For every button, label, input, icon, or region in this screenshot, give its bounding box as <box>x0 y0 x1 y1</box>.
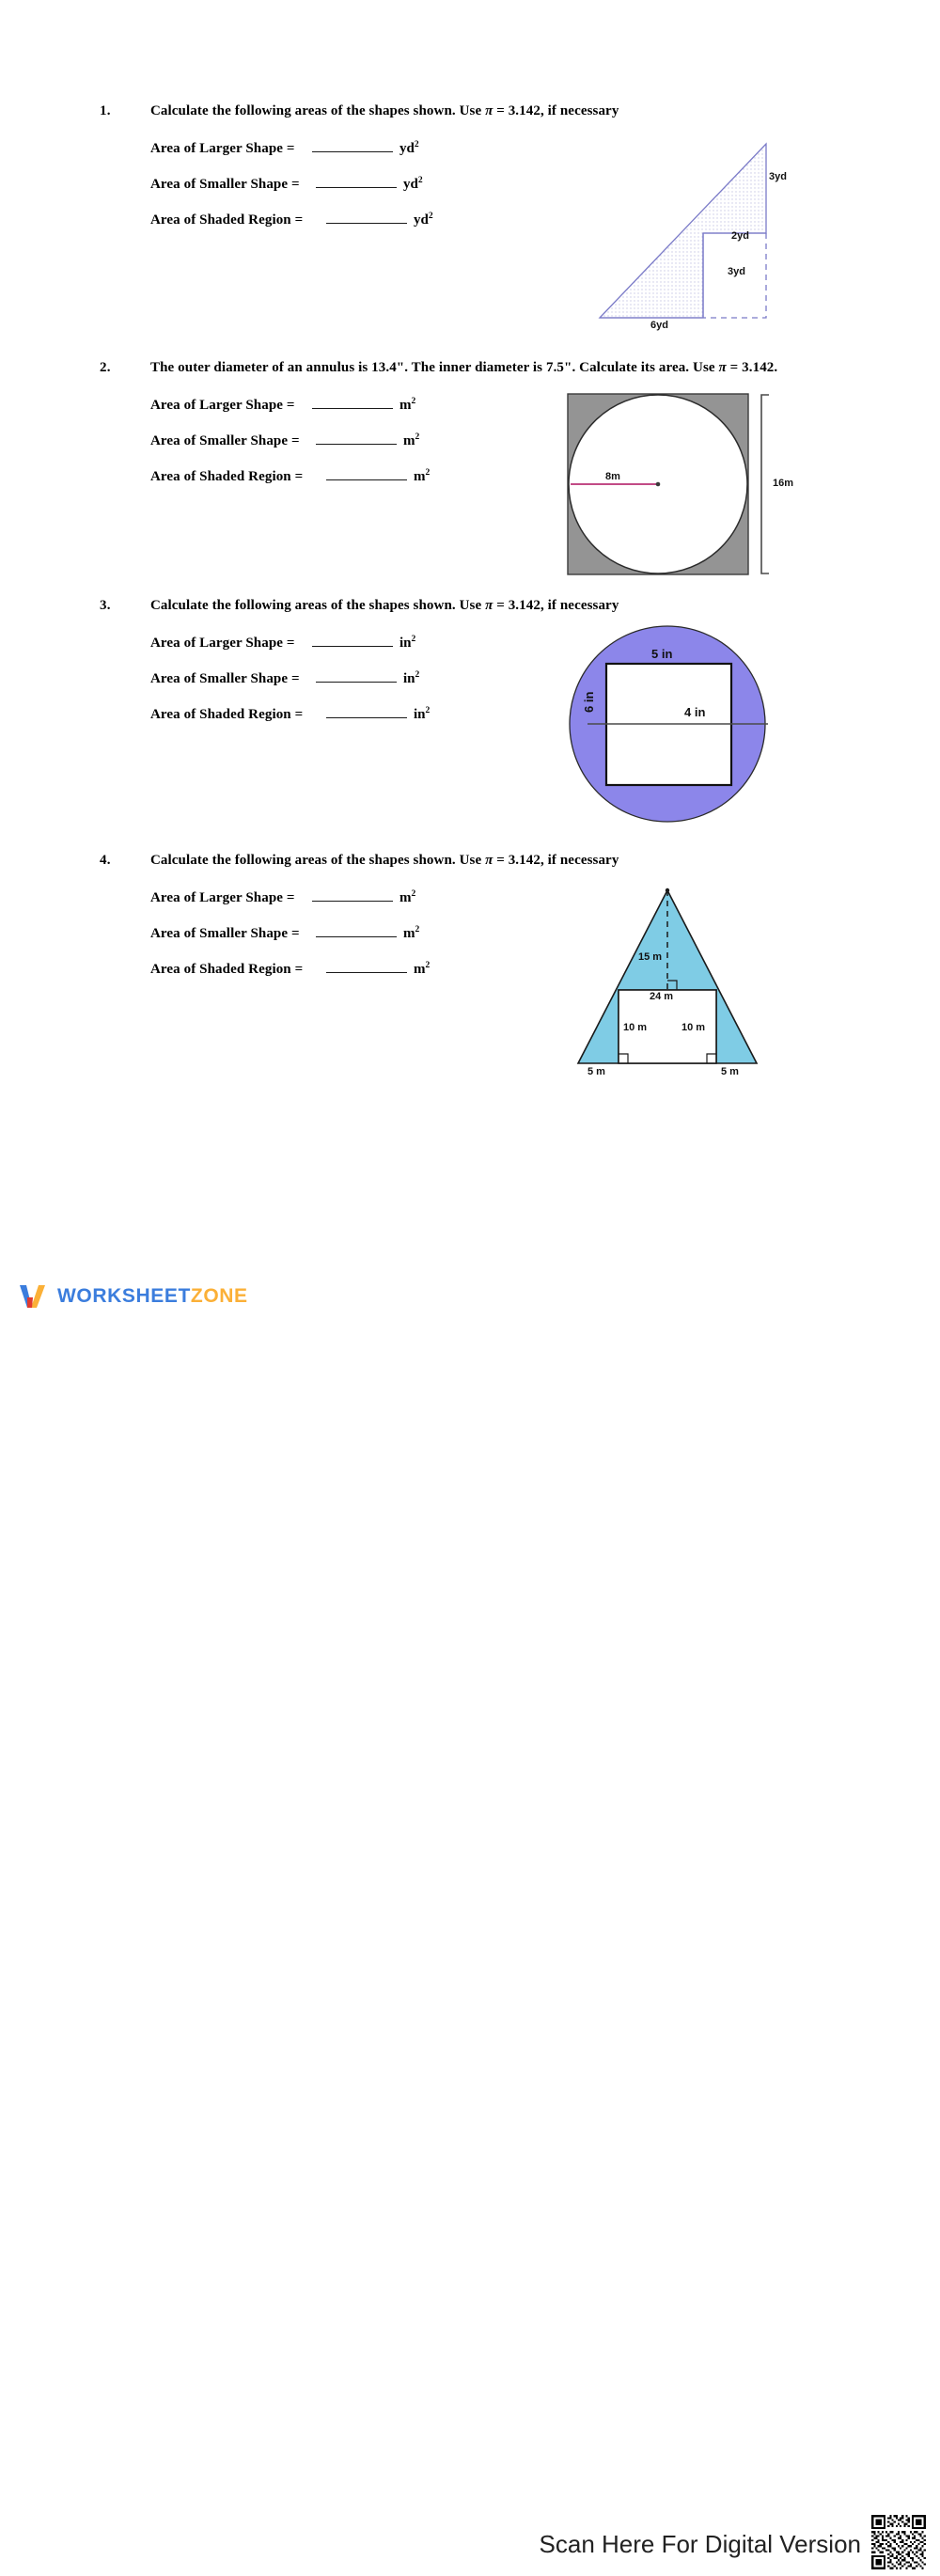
answer-row-larger <box>150 396 430 432</box>
answer-row-larger <box>150 888 430 924</box>
unit-text: yd <box>400 141 415 156</box>
answer-blank-shaded[interactable] <box>326 467 407 480</box>
answer-label-smaller: Area of Smaller Shape = <box>150 671 300 686</box>
unit-text: m <box>400 398 412 413</box>
answer-label-larger: Area of Larger Shape = <box>150 890 295 905</box>
problem-4-answers <box>150 888 430 996</box>
label-rect-left: 10 m <box>623 1022 648 1033</box>
answer-unit-smaller <box>403 177 423 193</box>
unit-text: yd <box>414 212 429 228</box>
problem-1-prompt <box>150 103 619 119</box>
problem-3-number: 3. <box>100 598 111 613</box>
dimension-bracket <box>761 395 769 573</box>
unit-exponent: 2 <box>414 140 419 149</box>
answer-unit-shaded <box>414 962 430 978</box>
figure-triangle-notch <box>592 127 808 338</box>
figure-square-circle <box>564 390 799 583</box>
logo-wordmark <box>57 1285 248 1308</box>
pi-symbol: π <box>485 853 494 868</box>
unit-exponent: 2 <box>425 468 431 478</box>
answer-label-shaded: Area of Shaded Region = <box>150 962 304 977</box>
answer-row-smaller <box>150 924 430 960</box>
problem-4-prompt-part2: = 3.142, if necessary <box>493 853 619 868</box>
unit-exponent: 2 <box>425 706 431 715</box>
answer-blank-smaller[interactable] <box>316 924 397 937</box>
pi-symbol: π <box>485 598 494 613</box>
label-radius: 4 in <box>684 705 706 719</box>
answer-label-larger: Area of Larger Shape = <box>150 398 295 413</box>
unit-exponent: 2 <box>425 961 431 970</box>
answer-row-shaded <box>150 211 433 246</box>
unit-text: in <box>400 636 412 651</box>
answer-blank-larger[interactable] <box>312 888 393 902</box>
unit-exponent: 2 <box>415 670 420 680</box>
label-notch-top: 2yd <box>731 230 749 242</box>
logo-stroke-orange <box>31 1285 45 1308</box>
qr-code-svg <box>870 2513 928 2571</box>
unit-exponent: 2 <box>411 397 416 406</box>
answer-unit-shaded <box>414 212 433 228</box>
label-rect-right: 10 m <box>682 1022 706 1033</box>
label-rect-top: 24 m <box>650 991 674 1002</box>
unit-text: in <box>414 707 426 722</box>
unit-text: m <box>400 890 412 905</box>
answer-unit-larger <box>400 890 415 906</box>
unit-exponent: 2 <box>411 635 416 644</box>
answer-unit-larger <box>400 398 415 414</box>
answer-blank-smaller[interactable] <box>316 669 397 683</box>
problem-1-prompt-part2: = 3.142, if necessary <box>493 103 619 118</box>
problem-3-prompt-part1: Calculate the following areas of the shapes shown. Use <box>150 598 486 613</box>
answer-row-smaller <box>150 669 430 705</box>
label-base-left: 5 m <box>588 1066 605 1077</box>
label-base-right: 5 m <box>721 1066 739 1077</box>
answer-label-smaller: Area of Smaller Shape = <box>150 433 300 448</box>
problem-4-number: 4. <box>100 853 111 868</box>
logo-w-icon <box>17 1280 49 1312</box>
logo-w-svg <box>17 1280 49 1312</box>
label-right-side: 3yd <box>769 171 787 182</box>
unit-text: m <box>403 433 415 448</box>
logo-stroke-red <box>27 1297 33 1308</box>
figure-1-svg <box>592 127 808 338</box>
answer-blank-shaded[interactable] <box>326 211 407 224</box>
figure-3-svg <box>569 619 794 835</box>
answer-unit-smaller <box>403 433 419 449</box>
answer-row-shaded <box>150 705 430 741</box>
answer-unit-smaller <box>403 671 419 687</box>
unit-text: m <box>403 926 415 941</box>
logo-word-worksheet: WORKSHEET <box>57 1285 191 1307</box>
unit-exponent: 2 <box>428 212 433 221</box>
figure-4-svg <box>559 879 780 1086</box>
problem-4-prompt-part1: Calculate the following areas of the shapes shown. Use <box>150 853 486 868</box>
unit-text: m <box>414 469 426 484</box>
problem-1-answers <box>150 139 433 246</box>
problem-2-prompt <box>150 360 777 376</box>
answer-label-larger: Area of Larger Shape = <box>150 636 295 651</box>
unit-text: yd <box>403 177 418 192</box>
label-side: 16m <box>773 478 794 489</box>
answer-row-shaded <box>150 960 430 996</box>
page-footer <box>0 1250 940 2558</box>
unit-text: m <box>414 962 426 977</box>
answer-row-larger <box>150 634 430 669</box>
problem-2-number: 2. <box>100 360 111 375</box>
answer-blank-larger[interactable] <box>312 634 393 647</box>
answer-blank-smaller[interactable] <box>316 432 397 445</box>
figure-circle-rect <box>569 619 794 835</box>
figure-triangle-rect <box>559 879 780 1086</box>
answer-unit-larger <box>400 141 419 157</box>
answer-row-larger <box>150 139 433 175</box>
logo-word-zone: ZONE <box>190 1285 248 1307</box>
answer-unit-larger <box>400 636 415 652</box>
answer-row-shaded <box>150 467 430 503</box>
label-top-side: 5 in <box>651 647 673 661</box>
circle-center-dot <box>656 482 661 487</box>
unit-exponent: 2 <box>417 176 423 185</box>
answer-unit-shaded <box>414 469 430 485</box>
answer-blank-smaller[interactable] <box>316 175 397 188</box>
problem-3-answers <box>150 634 430 741</box>
answer-label-smaller: Area of Smaller Shape = <box>150 926 300 941</box>
answer-unit-shaded <box>414 707 430 723</box>
answer-label-larger: Area of Larger Shape = <box>150 141 295 156</box>
problem-4-prompt <box>150 853 619 869</box>
answer-unit-smaller <box>403 926 419 942</box>
problem-1-prompt-part1: Calculate the following areas of the shapes shown. Use <box>150 103 486 118</box>
pi-symbol: π <box>718 360 727 375</box>
unit-exponent: 2 <box>415 925 420 935</box>
problem-3-prompt <box>150 598 619 614</box>
answer-blank-shaded[interactable] <box>326 960 407 973</box>
unit-text: in <box>403 671 415 686</box>
qr-code[interactable] <box>870 2513 928 2571</box>
answer-row-smaller <box>150 175 433 211</box>
pi-symbol: π <box>485 103 494 118</box>
unit-exponent: 2 <box>415 432 420 442</box>
problem-3-prompt-part2: = 3.142, if necessary <box>493 598 619 613</box>
label-notch-side: 3yd <box>728 266 745 277</box>
answer-label-smaller: Area of Smaller Shape = <box>150 177 300 192</box>
problem-2-prompt-part2: = 3.142. <box>726 360 778 375</box>
answer-blank-larger[interactable] <box>312 139 393 152</box>
problem-2-answers <box>150 396 430 503</box>
problem-1-number: 1. <box>100 103 111 118</box>
problem-2-prompt-part1: The outer diameter of an annulus is 13.4". The inner diameter is 7.5". Calculate its area. Use <box>150 360 719 375</box>
scan-prompt-text: Scan Here For Digital Version <box>539 2530 861 2558</box>
apex-dot <box>666 888 669 892</box>
unit-exponent: 2 <box>411 889 416 899</box>
answer-label-shaded: Area of Shaded Region = <box>150 707 304 722</box>
answer-row-smaller <box>150 432 430 467</box>
answer-blank-shaded[interactable] <box>326 705 407 718</box>
answer-blank-larger[interactable] <box>312 396 393 409</box>
label-left-side: 6 in <box>582 691 596 713</box>
worksheet-zone-logo[interactable] <box>17 1280 248 1312</box>
answer-label-shaded: Area of Shaded Region = <box>150 469 304 484</box>
answer-label-shaded: Area of Shaded Region = <box>150 212 304 228</box>
figure-2-svg <box>564 390 799 583</box>
label-height: 15 m <box>638 951 663 963</box>
label-base: 6yd <box>650 320 668 331</box>
label-radius: 8m <box>605 471 620 482</box>
